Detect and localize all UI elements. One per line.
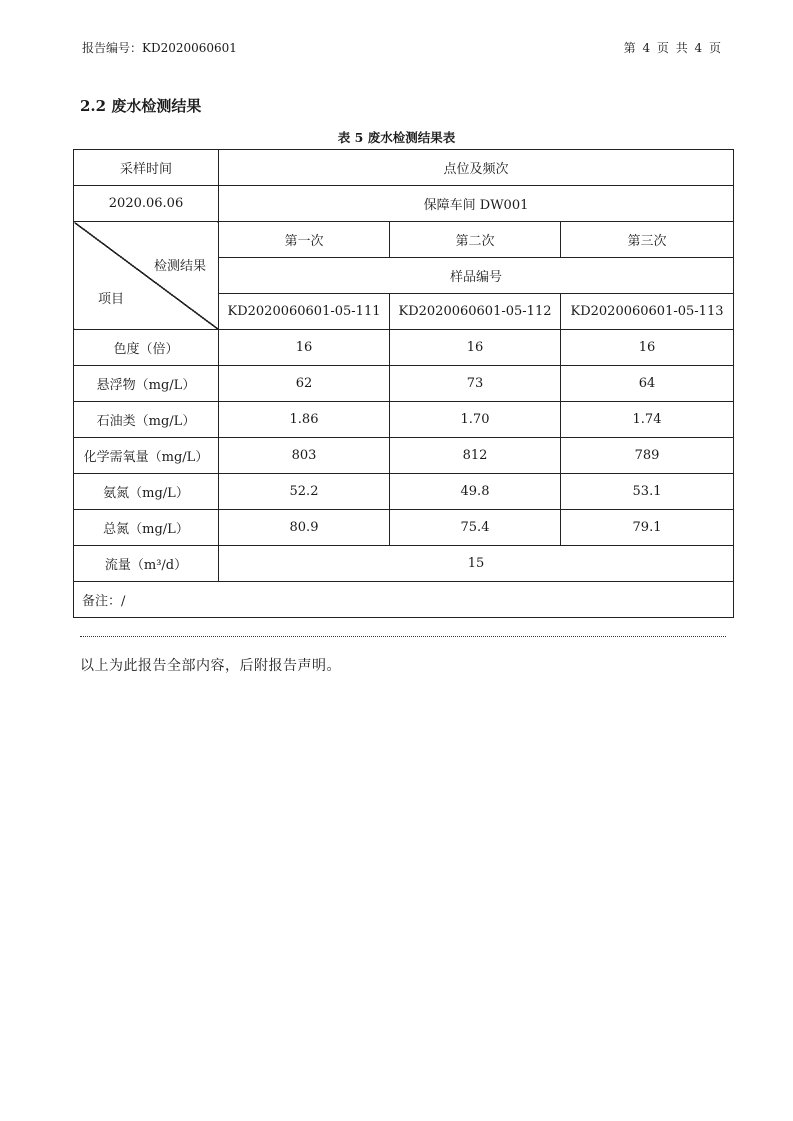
result-value: 1.70 <box>390 402 561 438</box>
section-title: 2.2 废水检测结果 <box>80 97 202 115</box>
table-row <box>74 438 734 474</box>
result-value: 53.1 <box>561 474 734 510</box>
table-row <box>74 546 734 582</box>
sample-id-3: KD2020060601-05-113 <box>561 294 734 330</box>
sample-id-2: KD2020060601-05-112 <box>390 294 561 330</box>
item-name: 色度（倍） <box>74 330 219 366</box>
diag-header-results: 检测结果 <box>153 259 206 274</box>
remarks: 备注：/ <box>74 582 734 618</box>
result-value: 16 <box>561 330 734 366</box>
flow-value: 15 <box>219 546 734 582</box>
diag-header-item: 项目 <box>98 292 125 307</box>
result-value: 1.74 <box>561 402 734 438</box>
result-value: 73 <box>390 366 561 402</box>
item-name: 石油类（mg/L） <box>74 402 219 438</box>
result-value: 16 <box>390 330 561 366</box>
result-value: 1.86 <box>219 402 390 438</box>
item-name: 氨氮（mg/L） <box>74 474 219 510</box>
item-name: 悬浮物（mg/L） <box>74 366 219 402</box>
result-value: 62 <box>219 366 390 402</box>
table-row <box>74 186 734 222</box>
table-row <box>74 366 734 402</box>
table-row <box>74 474 734 510</box>
page-indicator: 第 4 页 共 4 页 <box>623 41 721 55</box>
closing-statement: 以上为此报告全部内容，后附报告声明。 <box>80 658 341 674</box>
result-value: 803 <box>219 438 390 474</box>
diagonal-header-cell <box>74 222 219 330</box>
wastewater-results-table <box>73 149 734 618</box>
dotted-divider <box>80 636 726 637</box>
result-value: 79.1 <box>561 510 734 546</box>
frequency-2: 第二次 <box>390 222 561 258</box>
result-value: 49.8 <box>390 474 561 510</box>
result-value: 75.4 <box>390 510 561 546</box>
flow-label: 流量（m³/d） <box>74 546 219 582</box>
table-row <box>74 330 734 366</box>
report-number: 报告编号：KD2020060601 <box>82 41 237 55</box>
result-value: 52.2 <box>219 474 390 510</box>
result-value: 789 <box>561 438 734 474</box>
result-value: 16 <box>219 330 390 366</box>
item-name: 化学需氧量（mg/L） <box>74 438 219 474</box>
result-value: 80.9 <box>219 510 390 546</box>
result-value: 812 <box>390 438 561 474</box>
sample-number-label: 样品编号 <box>219 258 734 294</box>
table-row <box>74 222 734 258</box>
sampling-date: 2020.06.06 <box>74 186 219 222</box>
point-frequency-label: 点位及频次 <box>219 150 734 186</box>
table-caption: 表 5 废水检测结果表 <box>337 130 456 145</box>
table-row <box>74 510 734 546</box>
item-name: 总氮（mg/L） <box>74 510 219 546</box>
sample-id-1: KD2020060601-05-111 <box>219 294 390 330</box>
frequency-3: 第三次 <box>561 222 734 258</box>
frequency-1: 第一次 <box>219 222 390 258</box>
sampling-location: 保障车间 DW001 <box>219 186 734 222</box>
table-row <box>74 582 734 618</box>
sampling-time-label: 采样时间 <box>74 150 219 186</box>
result-value: 64 <box>561 366 734 402</box>
table-row <box>74 150 734 186</box>
table-row <box>74 402 734 438</box>
